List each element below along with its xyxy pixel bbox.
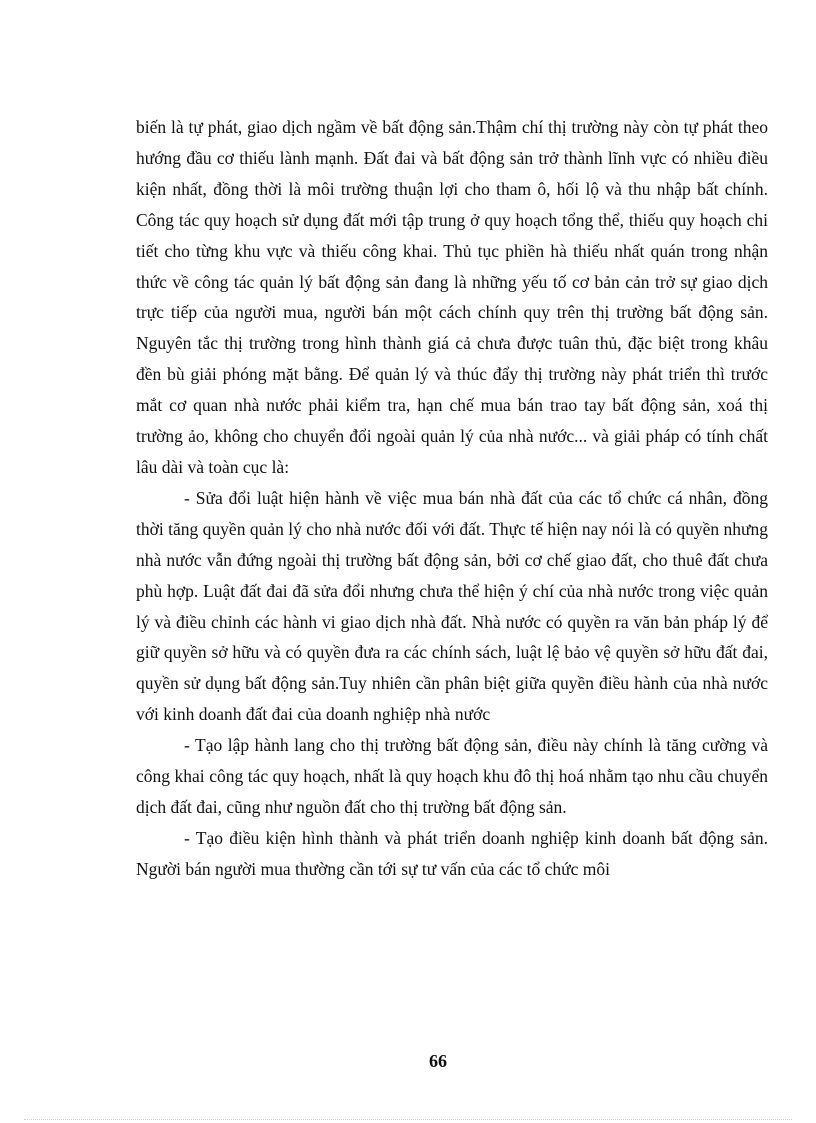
page-number: 66 <box>429 1051 447 1071</box>
paragraph-continuation: biến là tự phát, giao dịch ngầm về bất động sản.Thậm chí thị trường này còn tự phát theo hướng đầu cơ thiếu lành mạnh. Đất đai và bất động sản trở thành lĩnh vực có nhiều điều kiện nhất, đồng thời là môi trường thuận lợi cho tham ô, hối lộ và thu nhập bất chính. Công tác quy hoạch sử dụng đất mới tập trung ở quy hoạch tổng thể, thiếu quy hoạch chi tiết cho từng khu vực và thiếu công khai. Thủ tục phiền hà thiếu nhất quán trong nhận thức về công tác quản lý bất động sản đang là những yếu tố cơ bản cản trở sự giao dịch trực tiếp của người mua, người bán một cách chính quy trên thị trường bất động sản. Nguyên tắc thị trường trong hình thành giá cả chưa được tuân thủ, đặc biệt trong khâu đền bù giải phóng mặt bằng. Để quản lý và thúc đẩy thị trường này phát triển thì trước mắt cơ quan nhà nước phải kiểm tra, hạn chế mua bán trao tay bất động sản, xoá thị trường ảo, không cho chuyển đổi ngoài quản lý của nhà nước... và giải pháp có tính chất lâu dài và toàn cục là: <box>136 117 768 477</box>
body-text <box>136 112 768 885</box>
paragraph-real-estate-enterprises: - Tạo điều kiện hình thành và phát triển doanh nghiệp kinh doanh bất động sản. Người bán người mua thường cần tới sự tư vấn của các tổ chức môi <box>136 827 768 879</box>
paragraph-law-amendment: - Sửa đổi luật hiện hành về việc mua bán nhà đất của các tổ chức cá nhân, đồng thời tăng quyền quản lý cho nhà nước đối với đất. Thực tế hiện nay nói là có quyền nhưng nhà nước vẫn đứng ngoài thị trường bất động sản, bởi cơ chế giao đất, cho thuê đất chưa phù hợp. Luật đất đai đã sửa đổi nhưng chưa thể hiện ý chí của nhà nước trong việc quản lý và điều chỉnh các hành vi giao dịch nhà đất. Nhà nước có quyền ra văn bản pháp lý để giữ quyền sở hữu và có quyền đưa ra các chính sách, luật lệ bảo vệ quyền sở hữu đất đai, quyền sử dụng bất động sản.Tuy nhiên cần phân biệt giữa quyền điều hành của nhà nước với kinh doanh đất đai của doanh nghiệp nhà nước <box>136 487 768 725</box>
paragraph-market-corridor: - Tạo lập hành lang cho thị trường bất động sản, điều này chính là tăng cường và công khai công tác quy hoạch, nhất là quy hoạch khu đô thị hoá nhằm tạo nhu cầu chuyển dịch đất đai, cũng như nguồn đất cho thị trường bất động sản. <box>136 735 768 817</box>
footer-divider <box>24 1119 792 1120</box>
